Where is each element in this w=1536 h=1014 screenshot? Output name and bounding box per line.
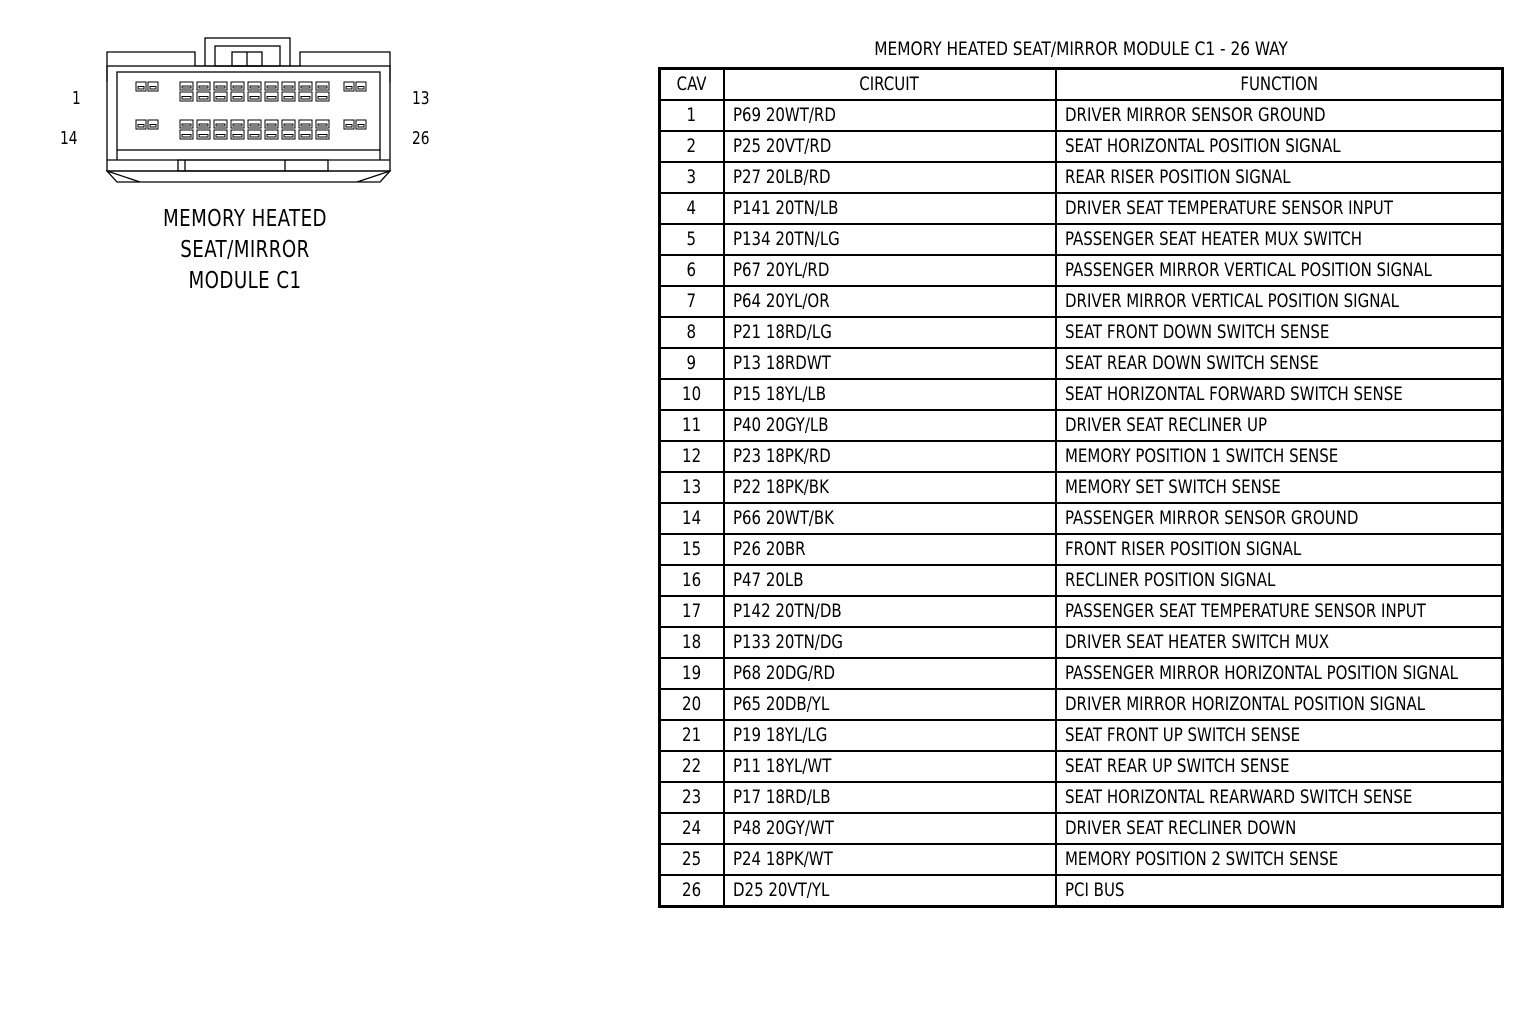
function-cell: MEMORY SET SWITCH SENSE [1056,472,1503,503]
table-row [660,844,1503,875]
connector-cavity-terminal [284,124,293,126]
table-row [660,410,1503,441]
connector-cavity-terminal [346,125,352,128]
table-row [660,441,1503,472]
connector-cavity-terminal [199,86,208,88]
header-circuit: CIRCUIT [724,69,1056,101]
circuit-cell: P142 20TN/DB [724,596,1056,627]
connector-cavity-terminal [358,87,364,90]
cav-cell: 17 [660,596,724,627]
table-row [660,131,1503,162]
table-row [660,689,1503,720]
table-row [660,100,1503,131]
cav-cell: 19 [660,658,724,689]
pinout-table [658,67,1504,908]
function-cell: MEMORY POSITION 2 SWITCH SENSE [1056,844,1503,875]
function-cell: PCI BUS [1056,875,1503,907]
pin-label-26: 26 [412,128,430,149]
function-cell: DRIVER SEAT TEMPERATURE SENSOR INPUT [1056,193,1503,224]
connector-cavity-terminal [182,86,191,88]
function-cell: DRIVER SEAT HEATER SWITCH MUX [1056,627,1503,658]
table-header-row [660,69,1503,101]
function-cell: DRIVER SEAT RECLINER UP [1056,410,1503,441]
connector-cavity-terminal [233,97,242,100]
pin-label-13: 13 [412,88,430,109]
circuit-cell: P40 20GY/LB [724,410,1056,441]
connector-cavity-terminal [182,97,191,100]
table-row [660,503,1503,534]
circuit-cell: P26 20BR [724,534,1056,565]
cav-cell: 8 [660,317,724,348]
circuit-cell: P21 18RD/LG [724,317,1056,348]
function-cell: PASSENGER SEAT TEMPERATURE SENSOR INPUT [1056,596,1503,627]
connector-cavity-terminal [216,124,225,126]
cav-cell: 6 [660,255,724,286]
function-cell: DRIVER MIRROR HORIZONTAL POSITION SIGNAL [1056,689,1503,720]
table-row [660,875,1503,907]
table-row [660,565,1503,596]
circuit-cell: P23 18PK/RD [724,441,1056,472]
cav-cell: 2 [660,131,724,162]
circuit-cell: P133 20TN/DG [724,627,1056,658]
function-cell: SEAT REAR DOWN SWITCH SENSE [1056,348,1503,379]
cav-cell: 20 [660,689,724,720]
connector-caption [161,204,328,297]
connector-cavity-terminal [318,124,327,126]
connector-cavity-terminal [216,86,225,88]
connector-cavity-terminal [199,135,208,138]
connector-cavity-terminal [284,135,293,138]
cav-cell: 13 [660,472,724,503]
circuit-cell: P66 20WT/BK [724,503,1056,534]
connector-cavity-terminal [250,86,259,88]
circuit-cell: P13 18RDWT [724,348,1056,379]
connector-cavity-terminal [358,125,364,128]
connector-cavity-terminal [150,125,156,128]
table-row [660,162,1503,193]
circuit-cell: P68 20DG/RD [724,658,1056,689]
function-cell: PASSENGER SEAT HEATER MUX SWITCH [1056,224,1503,255]
connector-cavity-terminal [250,97,259,100]
cav-cell: 12 [660,441,724,472]
connector-face-drawing [60,30,440,190]
connector-cavity-terminal [318,135,327,138]
pin-label-14: 14 [60,128,78,149]
table-row [660,813,1503,844]
cav-cell: 15 [660,534,724,565]
table-row [660,534,1503,565]
function-cell: PASSENGER MIRROR SENSOR GROUND [1056,503,1503,534]
table-title: MEMORY HEATED SEAT/MIRROR MODULE C1 - 26 WAY [874,38,1288,60]
table-row [660,255,1503,286]
function-cell: PASSENGER MIRROR VERTICAL POSITION SIGNAL [1056,255,1503,286]
circuit-cell: P19 18YL/LG [724,720,1056,751]
cav-cell: 10 [660,379,724,410]
cav-cell: 21 [660,720,724,751]
cav-cell: 26 [660,875,724,907]
table-row [660,658,1503,689]
function-cell: REAR RISER POSITION SIGNAL [1056,162,1503,193]
circuit-cell: P25 20VT/RD [724,131,1056,162]
connector-cavity-terminal [267,135,276,138]
connector-cavity-terminal [199,124,208,126]
function-cell: MEMORY POSITION 1 SWITCH SENSE [1056,441,1503,472]
table-row [660,317,1503,348]
function-cell: RECLINER POSITION SIGNAL [1056,565,1503,596]
connector-cavity-terminal [216,135,225,138]
cav-cell: 7 [660,286,724,317]
function-cell: FRONT RISER POSITION SIGNAL [1056,534,1503,565]
connector-cavity-terminal [301,124,310,126]
cav-cell: 4 [660,193,724,224]
table-row [660,193,1503,224]
cav-cell: 23 [660,782,724,813]
connector-cavity-terminal [318,86,327,88]
connector-cavity-terminal [233,86,242,88]
table-row [660,627,1503,658]
connector-cavity-terminal [301,135,310,138]
table-row [660,720,1503,751]
caption-line: SEAT/MIRROR [180,237,310,263]
connector-cavity-terminal [318,97,327,100]
circuit-cell: D25 20VT/YL [724,875,1056,907]
circuit-cell: P15 18YL/LB [724,379,1056,410]
circuit-cell: P67 20YL/RD [724,255,1056,286]
cav-cell: 5 [660,224,724,255]
circuit-cell: P11 18YL/WT [724,751,1056,782]
caption-line: MODULE C1 [188,268,302,294]
pin-label-1: 1 [72,88,81,109]
table-row [660,224,1503,255]
connector-cavity-terminal [284,97,293,100]
connector-cavity-terminal [250,124,259,126]
connector-cavity-terminal [267,97,276,100]
cav-cell: 24 [660,813,724,844]
connector-cavity-terminal [267,86,276,88]
caption-line: MEMORY HEATED [163,206,327,232]
table-row [660,348,1503,379]
circuit-cell: P69 20WT/RD [724,100,1056,131]
connector-cavity-terminal [199,97,208,100]
connector-cavity-terminal [150,87,156,90]
cav-cell: 16 [660,565,724,596]
circuit-cell: P64 20YL/OR [724,286,1056,317]
table-row [660,596,1503,627]
cav-cell: 9 [660,348,724,379]
table-row [660,751,1503,782]
circuit-cell: P141 20TN/LB [724,193,1056,224]
circuit-cell: P22 18PK/BK [724,472,1056,503]
connector-cavity-terminal [267,124,276,126]
function-cell: DRIVER SEAT RECLINER DOWN [1056,813,1503,844]
function-cell: SEAT FRONT DOWN SWITCH SENSE [1056,317,1503,348]
circuit-cell: P65 20DB/YL [724,689,1056,720]
connector-cavity-terminal [216,97,225,100]
circuit-cell: P134 20TN/LG [724,224,1056,255]
table-row [660,286,1503,317]
cav-cell: 25 [660,844,724,875]
cav-cell: 3 [660,162,724,193]
header-function: FUNCTION [1056,69,1503,101]
function-cell: DRIVER MIRROR SENSOR GROUND [1056,100,1503,131]
function-cell: SEAT HORIZONTAL POSITION SIGNAL [1056,131,1503,162]
circuit-cell: P17 18RD/LB [724,782,1056,813]
connector-diagram [60,30,440,190]
connector-cavity-terminal [346,87,352,90]
connector-cavity-terminal [138,125,144,128]
circuit-cell: P27 20LB/RD [724,162,1056,193]
connector-cavity-terminal [233,135,242,138]
function-cell: DRIVER MIRROR VERTICAL POSITION SIGNAL [1056,286,1503,317]
connector-cavity-terminal [233,124,242,126]
table-row [660,379,1503,410]
connector-cavity-terminal [250,135,259,138]
function-cell: SEAT HORIZONTAL REARWARD SWITCH SENSE [1056,782,1503,813]
connector-cavity-terminal [284,86,293,88]
function-cell: SEAT REAR UP SWITCH SENSE [1056,751,1503,782]
cav-cell: 11 [660,410,724,441]
connector-cavity-terminal [182,135,191,138]
circuit-cell: P24 18PK/WT [724,844,1056,875]
circuit-cell: P48 20GY/WT [724,813,1056,844]
table-row [660,782,1503,813]
cav-cell: 22 [660,751,724,782]
connector-cavity-terminal [138,87,144,90]
cav-cell: 18 [660,627,724,658]
circuit-cell: P47 20LB [724,565,1056,596]
header-cav: CAV [660,69,724,101]
function-cell: PASSENGER MIRROR HORIZONTAL POSITION SIGNAL [1056,658,1503,689]
cav-cell: 14 [660,503,724,534]
connector-cavity-terminal [182,124,191,126]
connector-cavity-terminal [301,97,310,100]
connector-cavity-terminal [301,86,310,88]
table-row [660,472,1503,503]
cav-cell: 1 [660,100,724,131]
function-cell: SEAT FRONT UP SWITCH SENSE [1056,720,1503,751]
function-cell: SEAT HORIZONTAL FORWARD SWITCH SENSE [1056,379,1503,410]
